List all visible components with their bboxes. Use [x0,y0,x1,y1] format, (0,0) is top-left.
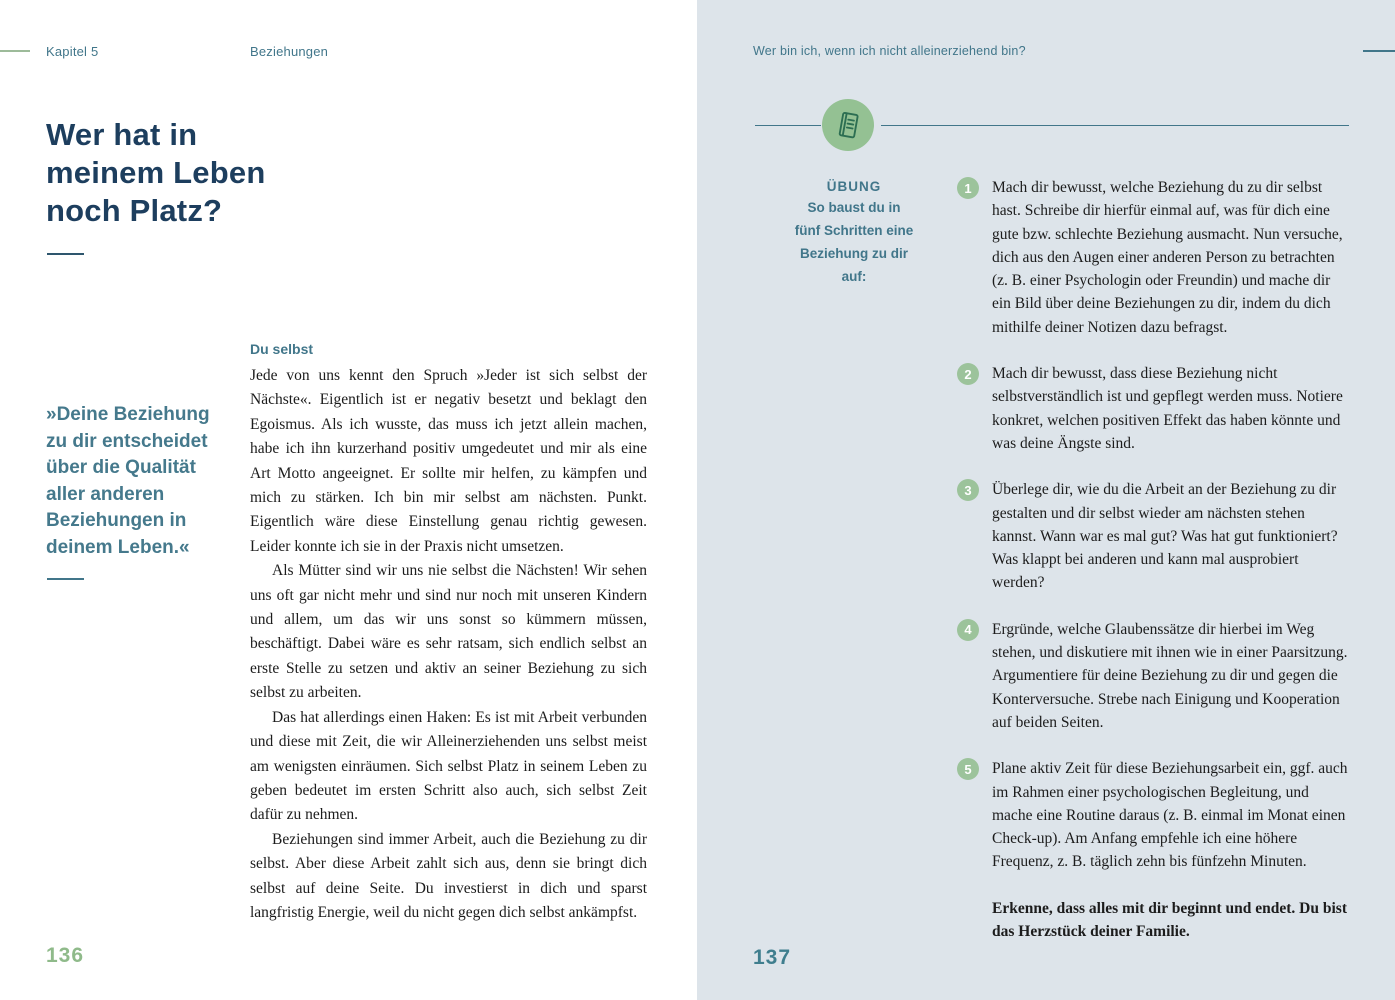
exercise-sidebar [794,179,914,288]
body-text-column [250,341,647,925]
step-number-badge: 3 [957,479,979,501]
step-number-badge: 4 [957,619,979,641]
step-number-badge: 5 [957,758,979,780]
ornament-line-left [755,125,821,126]
conclusion-text: Erkenne, dass alles mit dir beginnt und endet. Du bist das Herzstück deiner Familie. [992,899,1347,941]
step-text: Mach dir bewusst, welche Beziehung du zu dir selbst hast. Schreibe dir hierfür einmal auf, was für dich eine gute bzw. schlechte Beziehung ausmacht. Nun versuche, dich aus den Augen einer anderen Person zu betrachten (z. B. einer Psychologin oder Freundin) und mache dir ein Bild über deine Beziehungen zu dir, indem du dich mithilfe deiner Notizen dazu befragst. [992,179,1343,336]
page-number-left: 136 [46,944,85,967]
exercise-intro: So baust du in fünf Schritten eine Beziehung zu dir auf: [794,200,914,284]
running-head-section: Beziehungen [250,44,329,59]
pull-quote: »Deine Beziehung zu dir entscheidet über die Qualität aller anderen Beziehungen in deinem Leben.« [46,404,210,558]
notebook-icon [822,99,874,151]
right-edge-rule [1363,50,1395,52]
step-text: Ergründe, welche Glaubenssätze dir hierbei im Weg stehen, und diskutiere mit ihnen wie in einer Paarsitzung. Argumentiere für deine Beziehung zu dir und gegen die Konterversuche. Strebe nach Einigung und Kooperation auf beiden Seiten. [992,620,1348,731]
title-rule [47,253,84,255]
step-text: Mach dir bewusst, dass diese Beziehung nicht selbstverständlich ist und gepflegt werden muss. Notiere konkret, welchen positiven Effekt das haben könnte und was deine Ängste sind. [992,365,1343,452]
running-head-right: Wer bin ich, wenn ich nicht alleinerziehend bin? [753,44,1026,58]
ornament-line-right [881,125,1349,126]
body-paragraph: Beziehungen sind immer Arbeit, auch die Beziehung zu dir selbst. Aber diese Arbeit zahlt sich aus, denn sie bringt dich selbst auf deine Seite. Du investierst in dich und sparst langfristig Energie, weil du nicht gegen dich selbst ankämpfst. [250,830,647,921]
step-item [957,362,1353,455]
step-item [957,757,1353,873]
step-item [957,478,1353,594]
step-text: Überlege dir, wie du die Arbeit an der Beziehung zu dir gestalten und dir selbst wieder am nächsten stehen kannst. Wann war es mal gut? Was hat gut funktioniert? Was klappt bei anderen und kann mal ausprobiert werden? [992,481,1338,592]
right-page [697,0,1395,1000]
exercise-label: ÜBUNG [826,179,882,194]
left-page [0,0,697,1000]
subheading: Du selbst [250,341,314,357]
body-paragraph: Jede von uns kennt den Spruch »Jeder ist sich selbst der Nächste«. Eigentlich ist er negativ besetzt und beklagt den Egoismus. Als ich wusste, das muss ich jetzt allein machen, habe ich ihn kurzerhand positiv umgedeutet und mir als eine Art Motto angeeignet. Er sollte mir helfen, zu kämpfen und mich zu stärken. Ich bin mir selbst am nächsten. Punkt. Eigentlich wäre diese Einstellung genau richtig gewesen. Leider konnte ich sie in der Praxis nicht umsetzen. [250,367,647,555]
left-edge-rule [0,50,30,52]
page-title: Wer hat in meinem Leben noch Platz? [46,117,266,228]
step-text: Plane aktiv Zeit für diese Beziehungsarbeit ein, ggf. auch im Rahmen einer psychologischen Begleitung, und mache eine Routine daraus (z. B. einmal im Monat einen Check-up). Am Anfang empfehle ich eine höhere Frequenz, z. B. täglich zehn bis fünfzehn Minuten. [992,760,1348,871]
quote-rule [47,578,84,580]
step-number-badge: 1 [957,177,979,199]
step-number-badge: 2 [957,363,979,385]
step-item [957,618,1353,734]
body-paragraph: Als Mütter sind wir uns nie selbst die Nächsten! Wir sehen uns oft gar nicht mehr und sind nur noch mit unseren Kindern und allem, um das wir uns sonst so kümmern müssen, beschäftigt. Dabei wäre es sehr ratsam, sich endlich selbst an erste Stelle zu setzen und aktiv an seiner Beziehung zu sich selbst zu arbeiten. [250,562,647,702]
running-head-chapter: Kapitel 5 [46,44,99,59]
step-item [957,176,1353,339]
page-number-right: 137 [753,946,792,969]
exercise-steps [957,176,1353,943]
body-paragraph: Das hat allerdings einen Haken: Es ist mit Arbeit verbunden und diese mit Zeit, die wir Alleinerziehenden uns selbst meist am wenigsten einräumen. Sich selbst Platz in seinem Leben zu geben bedeutet im ersten Schritt also auch, sich selbst Zeit dafür zu nehmen. [250,708,647,824]
